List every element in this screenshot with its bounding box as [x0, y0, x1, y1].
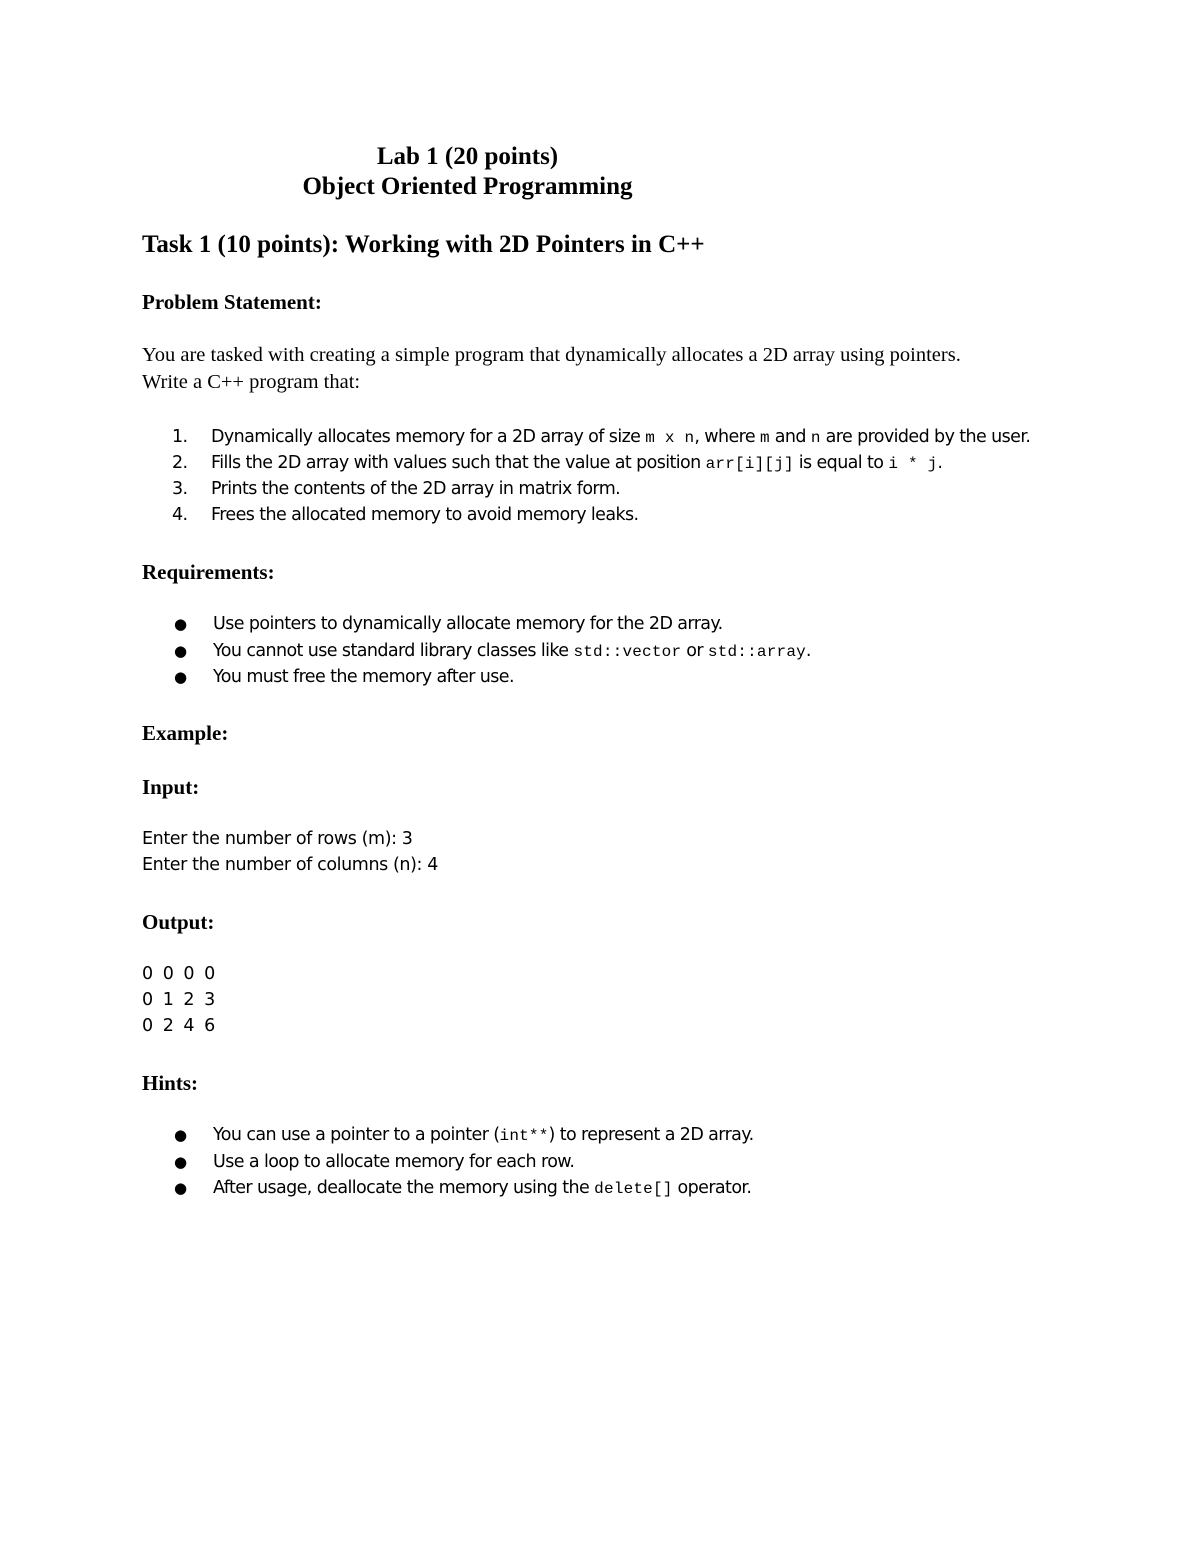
- step-text: Frees the allocated memory to avoid memory leaks.: [211, 505, 639, 525]
- step-text: are provided by the user.: [820, 427, 1031, 447]
- requirement-text: Use pointers to dynamically allocate memory for the 2D array.: [213, 614, 723, 634]
- requirements-heading: Requirements:: [142, 560, 275, 584]
- code-inline: delete[]: [594, 1180, 673, 1198]
- hint-text: operator.: [672, 1178, 752, 1198]
- problem-statement-heading: Problem Statement:: [142, 290, 322, 314]
- code-inline: int**: [499, 1127, 549, 1145]
- step-text: Fills the 2D array with values such that the value at position: [211, 453, 706, 473]
- list-number: 3.: [172, 479, 188, 499]
- code-inline: m: [759, 429, 770, 447]
- hint-text: You can use a pointer to a pointer (: [213, 1125, 500, 1145]
- code-inline: std::vector: [573, 643, 682, 661]
- bullet-icon: ●: [174, 615, 187, 633]
- input-line: Enter the number of rows (m): 3: [142, 829, 413, 849]
- requirement-item: [172, 641, 811, 661]
- output-line: 0 2 4 6: [142, 1016, 218, 1036]
- problem-paragraph-line-1: You are tasked with creating a simple program that dynamically allocates a 2D array using pointers.: [142, 344, 961, 366]
- output-heading: Output:: [142, 910, 215, 934]
- step-item-1: [172, 427, 1030, 447]
- hint-text: ) to represent a 2D array.: [548, 1125, 754, 1145]
- hint-text: After usage, deallocate the memory using the: [213, 1178, 595, 1198]
- requirement-item: [172, 667, 514, 687]
- output-line: 0 0 0 0: [142, 964, 218, 984]
- input-heading: Input:: [142, 775, 200, 799]
- code-inline: n: [810, 429, 821, 447]
- output-line: 0 1 2 3: [142, 990, 218, 1010]
- task-heading: Task 1 (10 points): Working with 2D Pointers in C++: [142, 231, 705, 258]
- example-heading: Example:: [142, 721, 229, 745]
- list-number: 4.: [172, 505, 188, 525]
- requirement-text: or: [681, 641, 708, 661]
- bullet-icon: ●: [174, 1126, 187, 1144]
- requirement-text: .: [805, 641, 811, 661]
- list-number: 1.: [172, 427, 188, 447]
- hint-item: [172, 1125, 754, 1145]
- code-inline: m x n: [645, 429, 695, 447]
- hint-text: Use a loop to allocate memory for each row.: [213, 1152, 575, 1172]
- list-number: 2.: [172, 453, 188, 473]
- code-inline: i * j: [888, 455, 938, 473]
- hints-heading: Hints:: [142, 1071, 199, 1095]
- bullet-icon: ●: [174, 642, 187, 660]
- requirement-text: You must free the memory after use.: [213, 667, 514, 687]
- step-item-4: [172, 505, 638, 525]
- step-item-2: [172, 453, 942, 473]
- course-title: Object Oriented Programming: [302, 173, 633, 200]
- hint-item: [172, 1152, 574, 1172]
- bullet-icon: ●: [174, 668, 187, 686]
- step-text: and: [769, 427, 811, 447]
- step-text: Dynamically allocates memory for a 2D array of size: [211, 427, 646, 447]
- bullet-icon: ●: [174, 1153, 187, 1171]
- step-text: .: [937, 453, 943, 473]
- step-text: is equal to: [793, 453, 889, 473]
- step-text: Prints the contents of the 2D array in matrix form.: [211, 479, 621, 499]
- code-inline: arr[i][j]: [705, 455, 794, 473]
- hint-item: [172, 1178, 751, 1198]
- bullet-icon: ●: [174, 1179, 187, 1197]
- step-item-3: [172, 479, 620, 499]
- problem-paragraph-line-2: Write a C++ program that:: [142, 371, 361, 393]
- code-inline: std::array: [707, 643, 806, 661]
- requirement-item: [172, 614, 723, 634]
- input-line: Enter the number of columns (n): 4: [142, 855, 438, 875]
- requirement-text: You cannot use standard library classes like: [213, 641, 574, 661]
- lab-title: Lab 1 (20 points): [376, 143, 559, 170]
- step-text: , where: [694, 427, 760, 447]
